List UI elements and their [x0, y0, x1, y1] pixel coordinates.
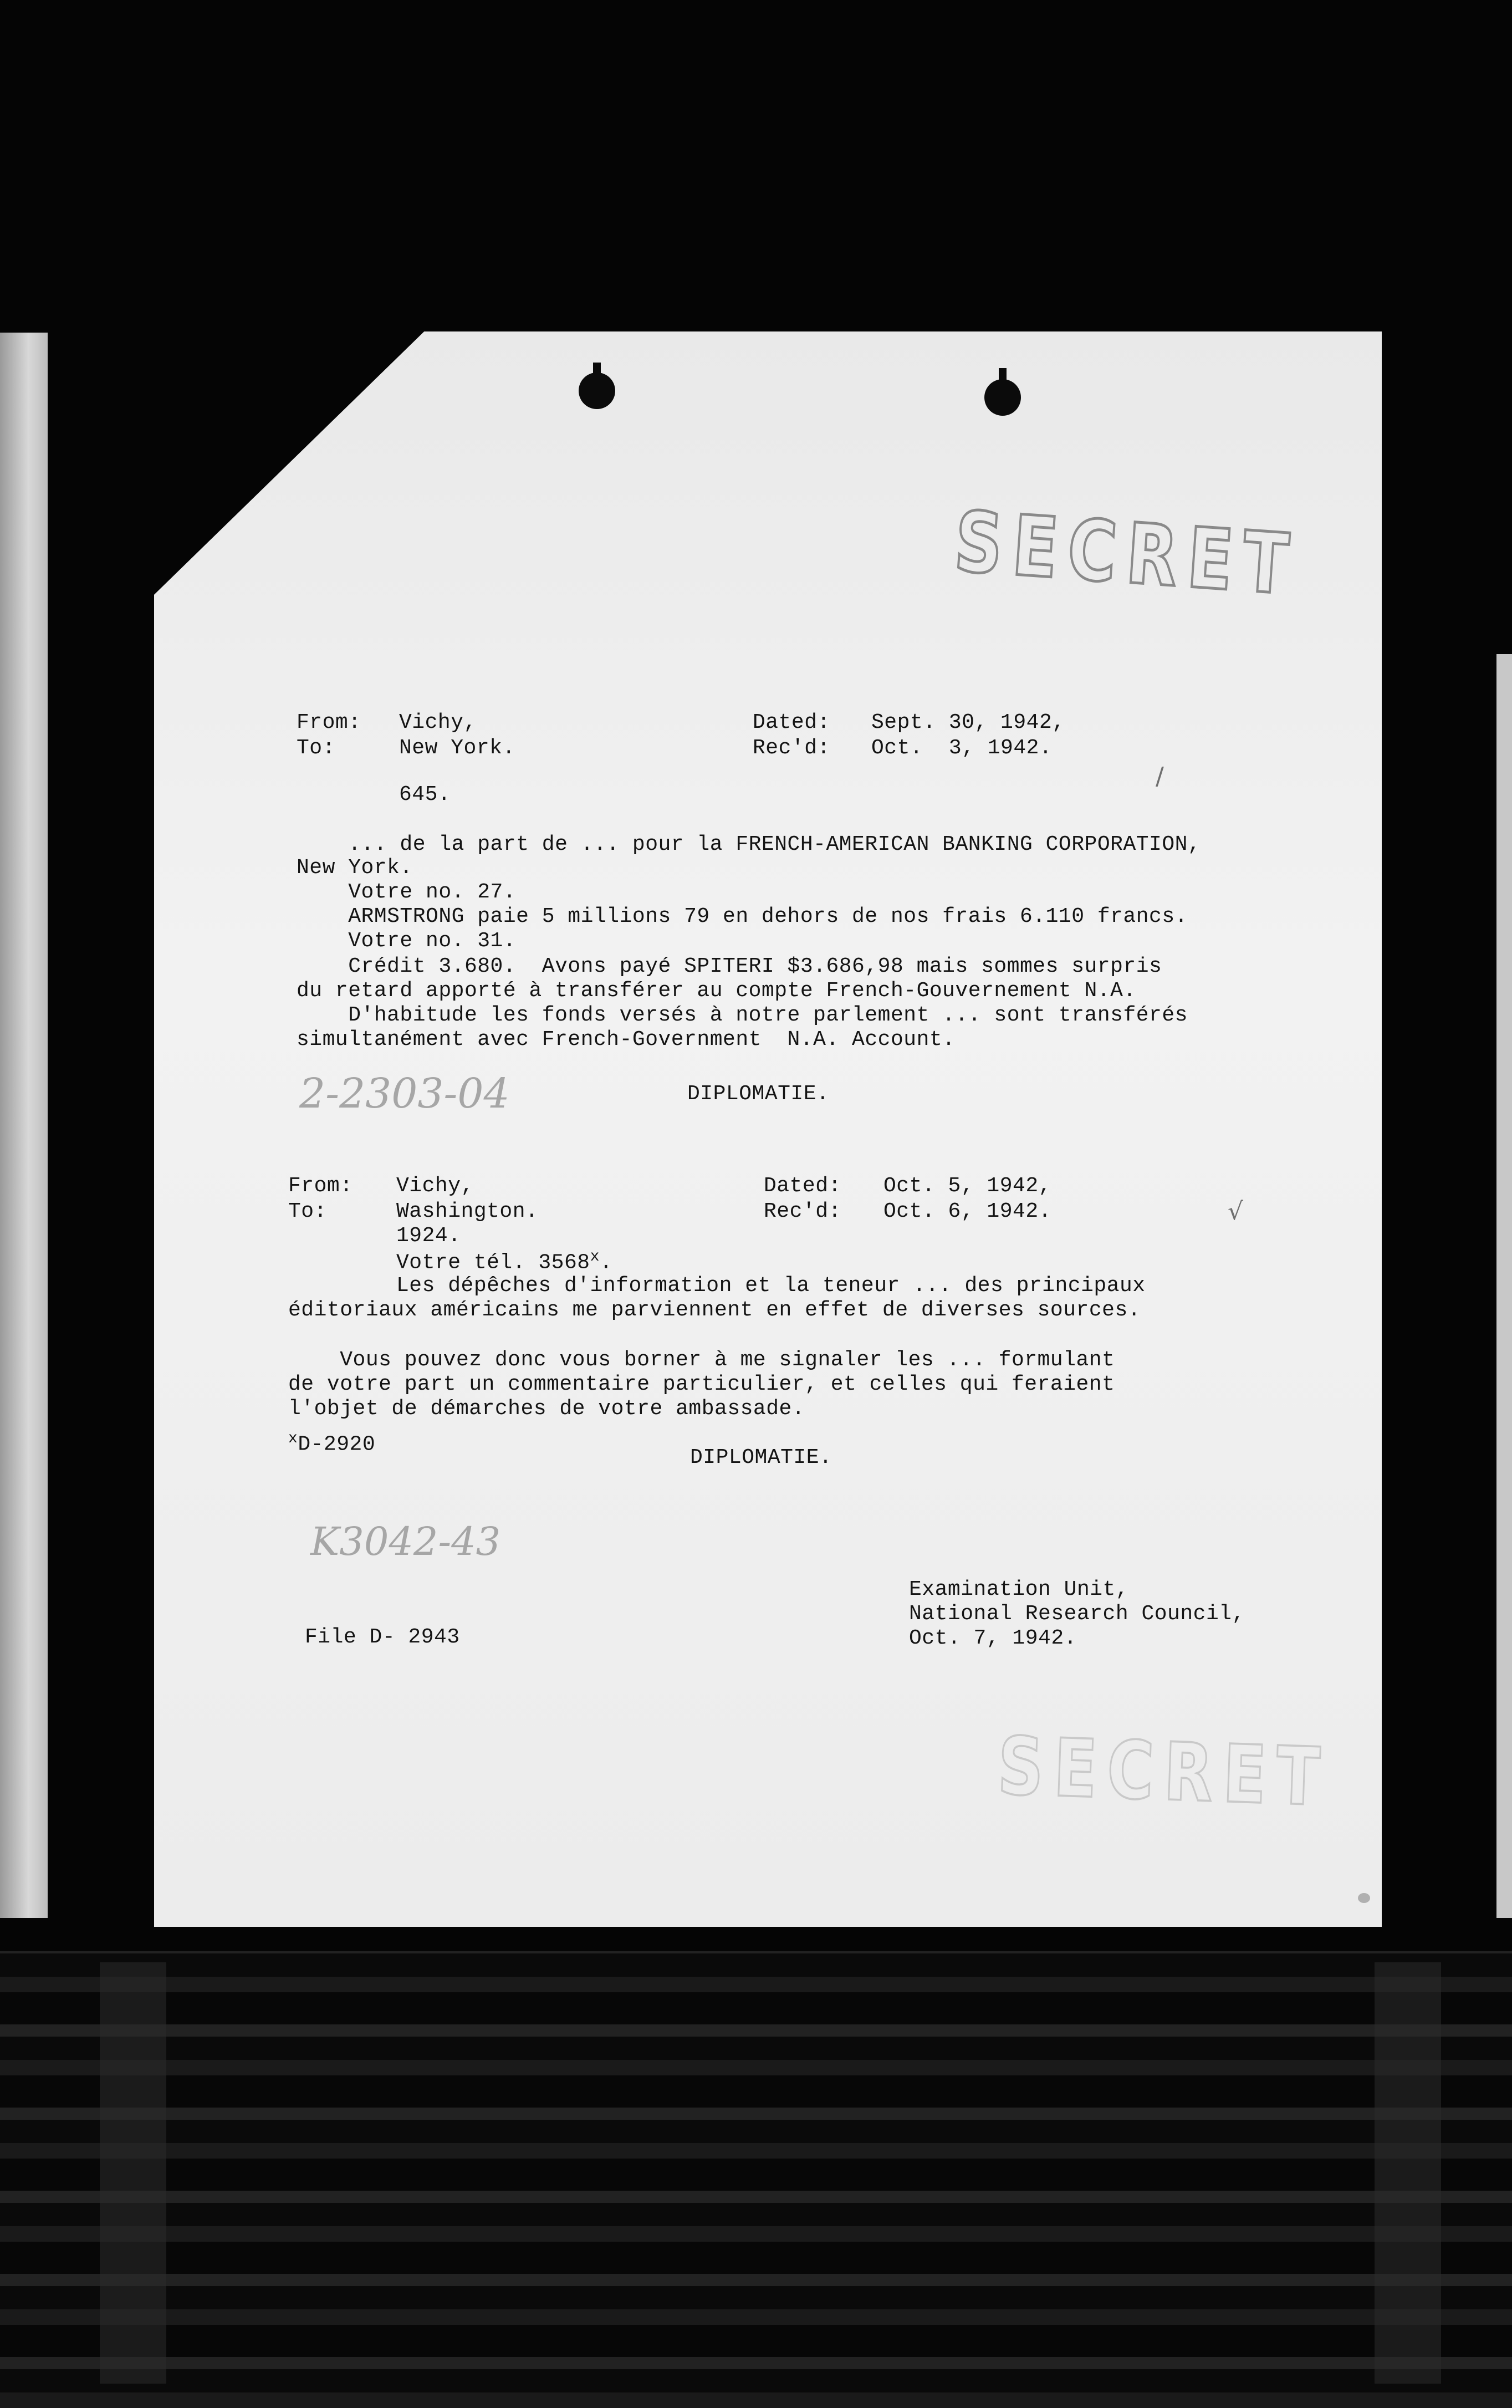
message-number: 645. — [399, 783, 451, 807]
message-body-line: D'habitude les fonds versés à notre parlement ... sont transférés — [297, 1003, 1188, 1027]
message-body-line: ... de la part de ... pour la FRENCH-AMERICAN BANKING CORPORATION, — [297, 833, 1201, 856]
to-value: Washington. — [396, 1200, 539, 1223]
secret-stamp-bottom: SECRET — [996, 1720, 1332, 1825]
message-body-line: ARMSTRONG paie 5 millions 79 en dehors de nos frais 6.110 francs. — [297, 905, 1188, 928]
punch-hole — [984, 379, 1021, 416]
film-strip-column — [100, 1962, 166, 2384]
handwritten-reference: 2-2303-04 — [299, 1070, 510, 1118]
message-body-line: Votre no. 31. — [297, 929, 517, 953]
dated-label: Dated: — [753, 711, 830, 734]
dated-label: Dated: — [764, 1174, 841, 1198]
recd-label: Rec'd: — [753, 736, 830, 760]
punch-hole-notch — [593, 363, 601, 377]
message-body-line: Vous pouvez donc vous borner à me signaler les ... formulant — [288, 1348, 1115, 1372]
message-number: 1924. — [396, 1224, 461, 1248]
secret-stamp-top: SECRET — [951, 494, 1302, 614]
message-body-line: Votre no. 27. — [297, 880, 517, 904]
recd-label: Rec'd: — [764, 1200, 841, 1223]
message-body-line: l'objet de démarches de votre ambassade. — [288, 1397, 805, 1421]
from-value: Vichy, — [399, 711, 477, 734]
reference-end: . — [599, 1251, 613, 1275]
examination-unit-line: Oct. 7, 1942. — [909, 1626, 1077, 1650]
check-mark: / — [1156, 762, 1164, 790]
to-label: To: — [297, 736, 335, 760]
from-label: From: — [288, 1174, 353, 1198]
message-body-line: éditoriaux américains me parviennent en effet de diverses sources. — [288, 1298, 1141, 1322]
film-strip-column — [1375, 1962, 1441, 2384]
from-label: From: — [297, 711, 361, 734]
message-body-line: du retard apporté à transférer au compte French-Gouvernement N.A. — [297, 979, 1136, 1003]
message-body-line: Crédit 3.680. Avons payé SPITERI $3.686,98 mais sommes surpris — [297, 955, 1162, 978]
check-mark: √ — [1228, 1197, 1244, 1226]
recd-value: Oct. 6, 1942. — [883, 1200, 1051, 1223]
message-body-line: simultanément avec French-Government N.A. Account. — [297, 1028, 956, 1052]
message-body-line: New York. — [297, 856, 413, 880]
adjacent-page-left — [0, 333, 48, 1918]
dated-value: Oct. 5, 1942, — [883, 1174, 1051, 1198]
footnote — [288, 1430, 375, 1457]
handwritten-reference: K3042-43 — [310, 1519, 501, 1564]
signature: DIPLOMATIE. — [690, 1446, 832, 1470]
film-strip-border — [0, 1951, 1512, 2408]
page-smudge — [1358, 1893, 1370, 1903]
punch-hole-notch — [999, 368, 1007, 382]
reference-text: Votre tél. 3568 — [396, 1251, 590, 1275]
to-label: To: — [288, 1200, 327, 1223]
examination-unit-line: National Research Council, — [909, 1602, 1245, 1626]
message-body-line: Les dépêches d'information et la teneur ... des principaux — [396, 1274, 1146, 1298]
message-body-line: de votre part un commentaire particulier, et celles qui feraient — [288, 1373, 1115, 1396]
adjacent-page-right — [1496, 654, 1512, 1918]
reference-mark: x — [590, 1248, 600, 1266]
examination-unit-line: Examination Unit, — [909, 1578, 1129, 1601]
punch-hole — [579, 373, 615, 409]
footnote-mark: x — [288, 1430, 298, 1447]
file-reference: File D- 2943 — [305, 1625, 460, 1649]
signature: DIPLOMATIE. — [687, 1082, 830, 1106]
dated-value: Sept. 30, 1942, — [871, 711, 1065, 734]
footnote-text: D-2920 — [298, 1432, 376, 1457]
reference-line — [396, 1248, 612, 1275]
to-value: New York. — [399, 736, 515, 760]
recd-value: Oct. 3, 1942. — [871, 736, 1053, 760]
from-value: Vichy, — [396, 1174, 474, 1198]
